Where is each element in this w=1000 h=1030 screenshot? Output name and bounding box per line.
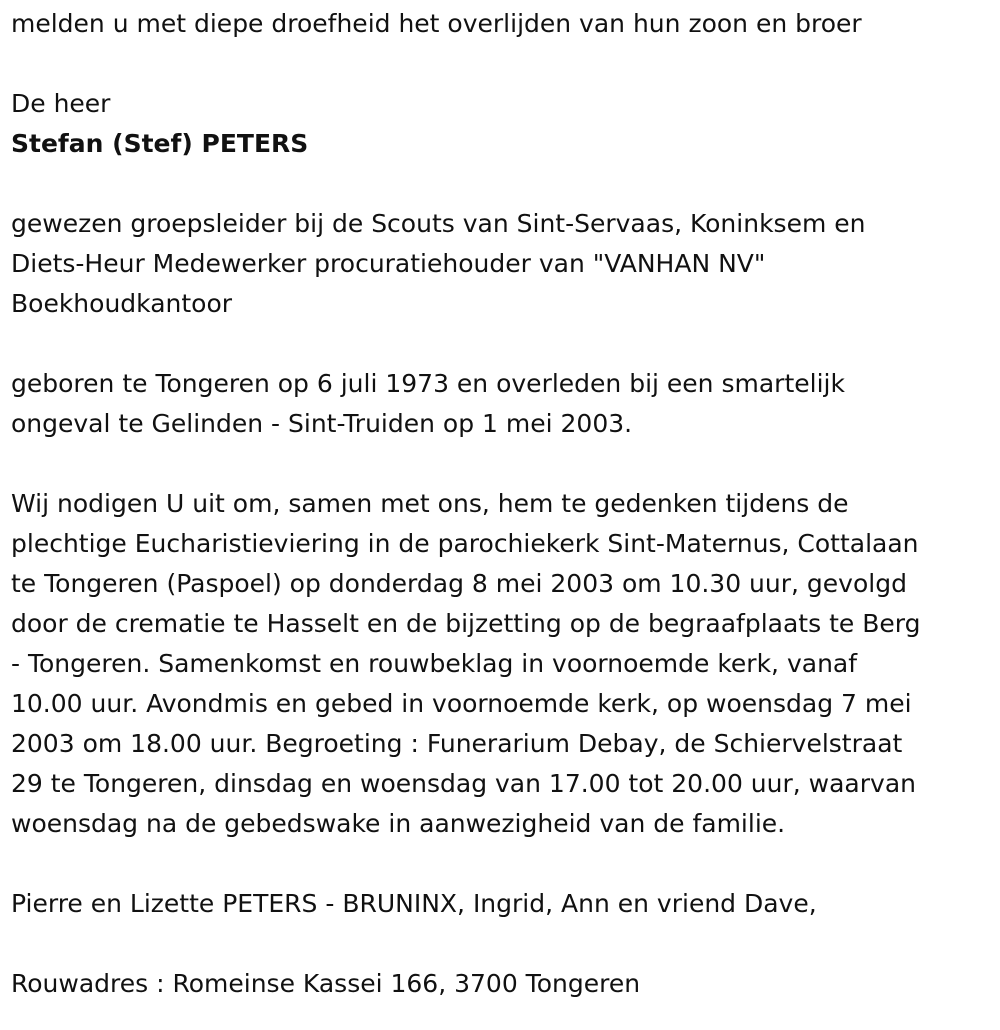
spacer xyxy=(11,924,985,964)
ceremony-line: 2003 om 18.00 uur. Begroeting : Funerarium Debay, de Schiervelstraat xyxy=(11,729,903,758)
role-line: Boekhoudkantoor xyxy=(11,289,233,318)
deceased-name: Stefan (Stef) PETERS xyxy=(11,129,309,158)
ceremony-line: woensdag na de gebedswake in aanwezigheid van de familie. xyxy=(11,809,786,838)
birth-death-paragraph xyxy=(11,364,985,444)
ceremony-line: door de crematie te Hasselt en de bijzetting op de begraafplaats te Berg xyxy=(11,609,921,638)
ceremony-line: - Tongeren. Samenkomst en rouwbeklag in voornoemde kerk, vanaf xyxy=(11,649,858,678)
ceremony-line: te Tongeren (Paspoel) op donderdag 8 mei 2003 om 10.30 uur, gevolgd xyxy=(11,569,907,598)
spacer xyxy=(11,324,985,364)
birth-line: ongeval te Gelinden - Sint-Truiden op 1 mei 2003. xyxy=(11,409,633,438)
ceremony-paragraph xyxy=(11,484,985,844)
family-line: Pierre en Lizette PETERS - BRUNINX, Ingrid, Ann en vriend Dave, xyxy=(11,889,817,918)
spacer xyxy=(11,844,985,884)
salutation: De heer xyxy=(11,89,111,118)
ceremony-line: Wij nodigen U uit om, samen met ons, hem te gedenken tijdens de xyxy=(11,489,849,518)
role-line: gewezen groepsleider bij de Scouts van Sint-Servaas, Koninksem en xyxy=(11,209,866,238)
role-line: Diets-Heur Medewerker procuratiehouder van "VANHAN NV" xyxy=(11,249,766,278)
ceremony-line: 10.00 uur. Avondmis en gebed in voornoemde kerk, op woensdag 7 mei xyxy=(11,689,912,718)
mourning-address: Rouwadres : Romeinse Kassei 166, 3700 Tongeren xyxy=(11,969,641,998)
spacer xyxy=(11,444,985,484)
ceremony-line: plechtige Eucharistieviering in de parochiekerk Sint-Maternus, Cottalaan xyxy=(11,529,919,558)
ceremony-line: 29 te Tongeren, dinsdag en woensdag van 17.00 tot 20.00 uur, waarvan xyxy=(11,769,916,798)
role-paragraph xyxy=(11,204,985,324)
intro-line: melden u met diepe droefheid het overlijden van hun zoon en broer xyxy=(11,9,862,38)
birth-line: geboren te Tongeren op 6 juli 1973 en overleden bij een smartelijk xyxy=(11,369,845,398)
spacer xyxy=(11,44,985,84)
spacer xyxy=(11,164,985,204)
intro-text xyxy=(11,4,985,44)
